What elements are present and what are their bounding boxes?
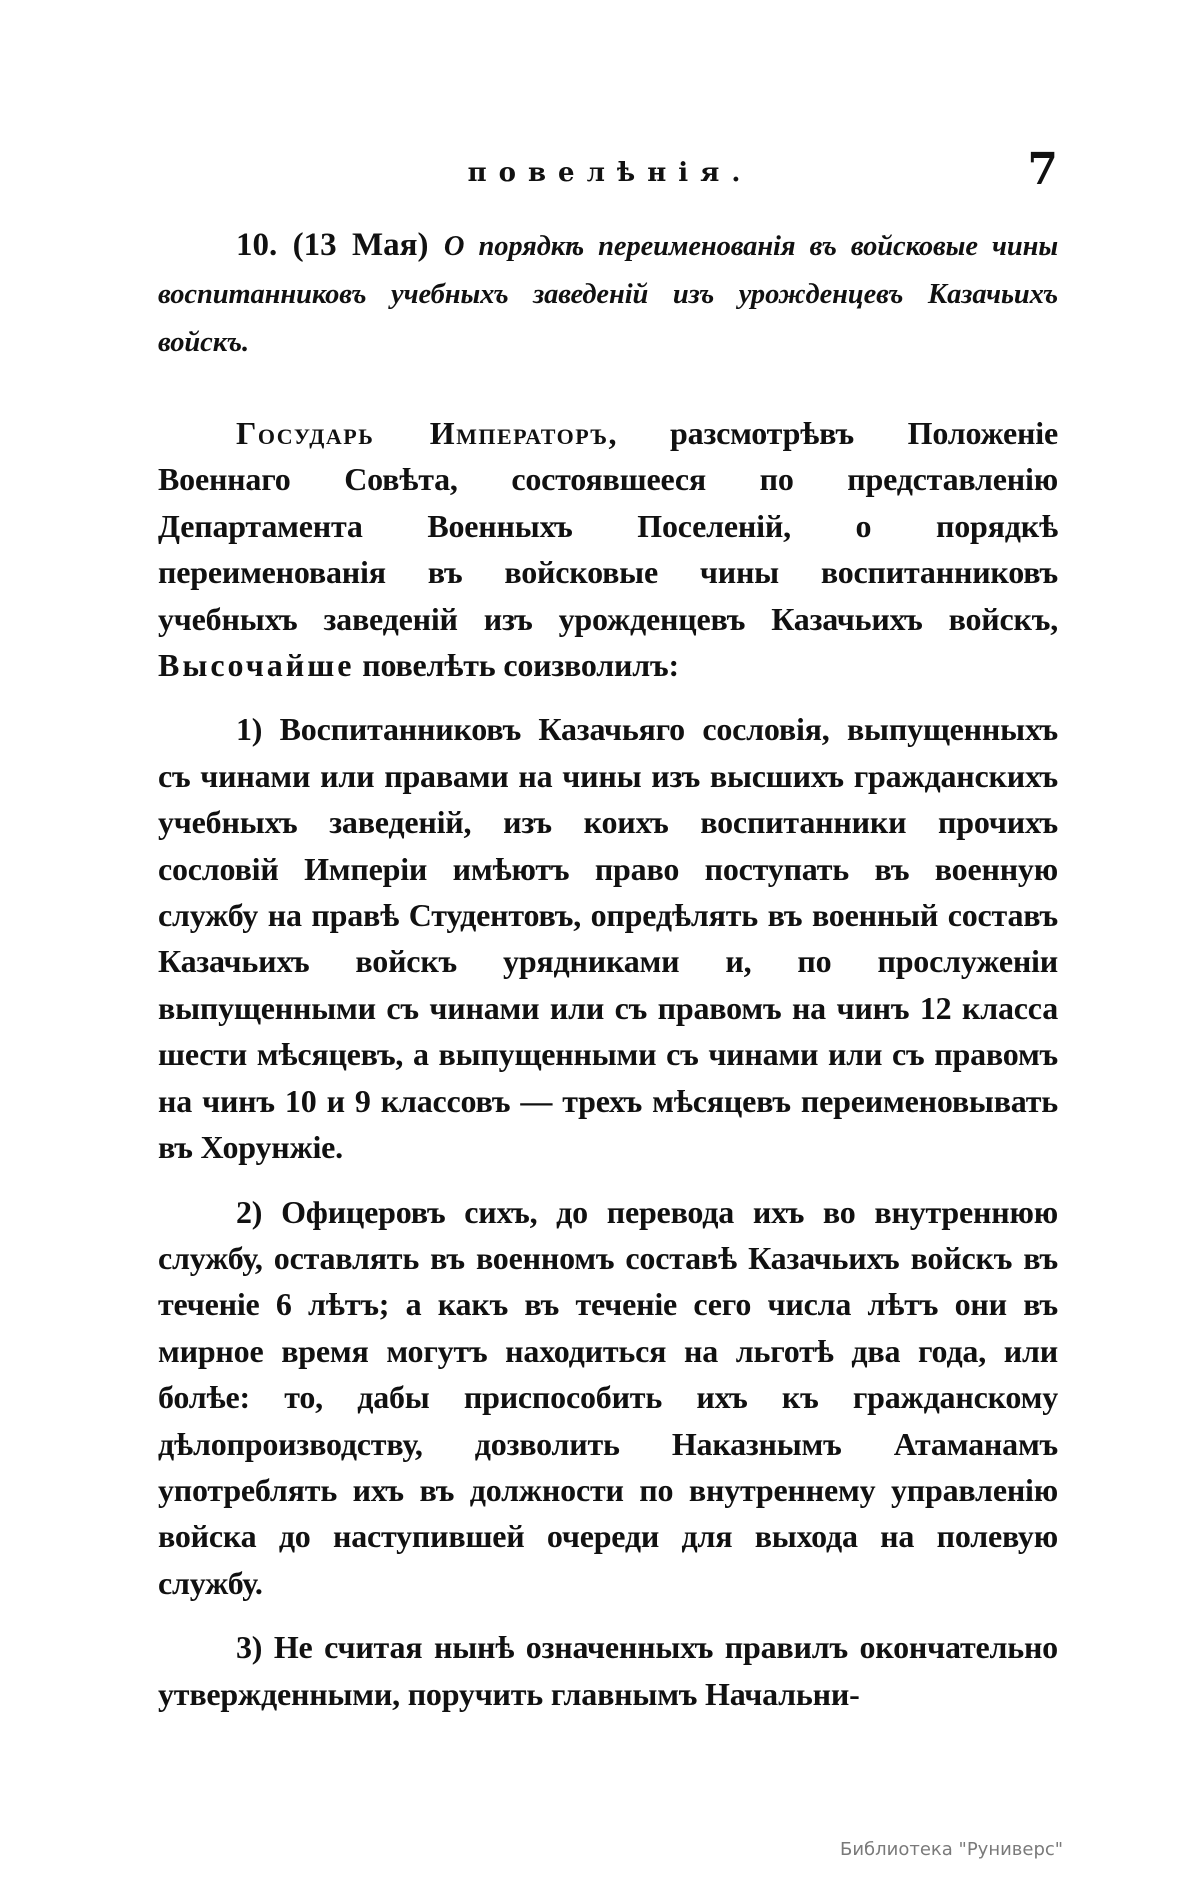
intro-paragraph	[158, 410, 1058, 688]
page-number: 7	[1027, 144, 1058, 195]
item-text: Не считая нынѣ означенныхъ правилъ окончательно утвержденными, поручить главнымъ Начальни-	[158, 1629, 1058, 1712]
running-head	[160, 144, 1060, 195]
item-marker: 1)	[236, 711, 263, 748]
entry-title: О порядкѣ переименованія въ войсковые чины воспитанниковъ учебныхъ заведеній изъ урожденцевъ Казачьихъ войскъ.	[158, 231, 1059, 358]
intro-emphasis: Высочайше	[158, 647, 355, 684]
running-title: повелѣнія.	[467, 158, 753, 188]
item-marker: 2)	[236, 1193, 263, 1230]
intro-text-a: , разсмотрѣвъ Положеніе Военнаго Совѣта, состоявшееся по представленію Департамента Военныхъ Поселеній, о порядкѣ переименованія въ войсковые чины воспитанниковъ учебныхъ заведеній изъ урожденцевъ Казачьихъ войскъ,	[158, 415, 1058, 637]
item-text: Воспитанниковъ Казачьяго сословія, выпущенныхъ съ чинами или правами на чины изъ высшихъ гражданскихъ учебныхъ заведеній, изъ коихъ воспитанники прочихъ сословій Имперіи имѣютъ право поступать въ военную службу на правѣ Студентовъ, опредѣлять въ военный составъ Казачьихъ войскъ урядниками и, по прослуженіи выпущенными съ чинами или съ правомъ на чинъ 12 класса шести мѣсяцевъ, а выпущенными съ чинами или съ правомъ на чинъ 10 и 9 классовъ — трехъ мѣсяцевъ переименовывать въ Хорунжіе.	[158, 711, 1058, 1166]
entry-number: 10.	[236, 227, 278, 263]
item-marker: 3)	[236, 1629, 263, 1666]
library-watermark: Библиотека "Руниверс"	[840, 1839, 1064, 1860]
intro-text-b: повелѣть соизволилъ:	[354, 647, 679, 684]
intro-subject: Государь Императоръ	[236, 415, 609, 451]
page-body	[158, 222, 1058, 1735]
list-item	[158, 706, 1058, 1170]
list-item	[158, 1189, 1058, 1607]
item-text: Офицеровъ сихъ, до перевода ихъ во внутреннюю службу, оставлять въ военномъ составѣ Казачьихъ войскъ въ теченіе 6 лѣтъ; а какъ въ теченіе сего числа лѣтъ они въ мирное время могутъ находиться на льготѣ два года, или болѣе: то, дабы приспособить ихъ къ гражданскому дѣлопроизводству, дозволить Наказнымъ Атаманамъ употреблять ихъ въ должности по внутреннему управленію войска до наступившей очереди для выхода на полевую службу.	[158, 1193, 1058, 1601]
entry-heading	[158, 222, 1058, 366]
list-item	[158, 1624, 1058, 1717]
entry-date: (13 Мая)	[292, 227, 429, 263]
